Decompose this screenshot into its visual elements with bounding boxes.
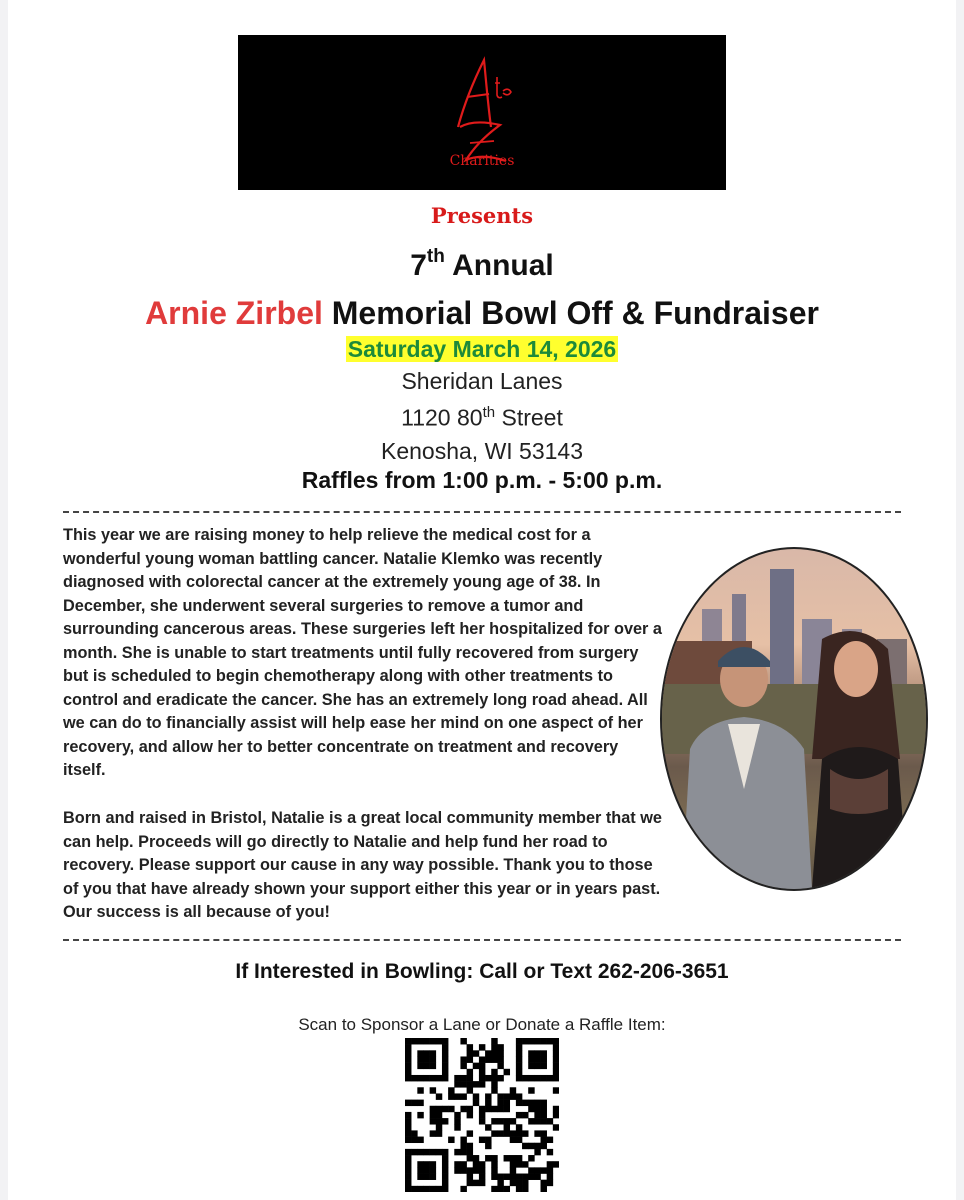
natalie-photo [660,547,928,891]
qr-code-graphic [405,1038,559,1192]
bowling-contact: If Interested in Bowling: Call or Text 262-206-3651 [235,960,729,983]
edition-word: Annual [452,249,554,282]
venue-street [0,404,964,432]
raffles-time: Raffles from 1:00 p.m. - 5:00 p.m. [301,467,663,493]
venue-name: Sheridan Lanes [401,368,563,394]
top-divider [63,511,901,513]
a-to-z-charities-logo [238,35,726,190]
event-name: Memorial Bowl Off & Fundraiser [331,295,819,331]
story-paragraph-1: This year we are raising money to help relieve the medical cost for a wonderful young woman battling cancer. Natalie Klemko was recently diagnosed with colorectal cancer at the extremely young age of 38. In December, she underwent several surgeries to remove a tumor and surrounding cancerous areas. These surgeries left her hospitalized for over a month. She is unable to start treatments until fully recovered from surgery but is scheduled to begin chemotherapy along with other treatments to control and eradicate the cancer. She has an extremely long road ahead. All we can do to financially assist will help ease her mind on one aspect of her recovery, and allow her to better concentrate on treatment and recovery itself. [63,526,662,779]
event-date [0,336,964,363]
event-title [0,295,964,332]
story-paragraph-2: Born and raised in Bristol, Natalie is a great local community member that we can help. Proceeds will go directly to Natalie and help fund her road to recovery. Please support our cause in any way possible. Thank you to those of you that have already shown your support either this year or in years past. Our success is all because of you! [63,809,662,921]
venue-street-word: Street [501,404,563,431]
venue-street-suffix: th [482,404,496,421]
sponsor-qr-code[interactable] [405,1038,559,1192]
edition-suffix: th [426,246,445,267]
honoree-name: Arnie Zirbel [145,295,323,331]
edition-heading [0,248,964,283]
venue-city: Kenosha, WI 53143 [380,438,584,464]
edition-number: 7 [410,249,427,282]
bottom-divider [63,939,901,941]
logo-charities-text: Charities [449,153,515,169]
presents-heading: Presents [430,203,534,228]
scan-label: Scan to Sponsor a Lane or Donate a Raffle Item: [298,1015,666,1034]
venue-street-number: 1120 80 [401,404,483,431]
event-date-highlight: Saturday March 14, 2026 [347,336,617,362]
